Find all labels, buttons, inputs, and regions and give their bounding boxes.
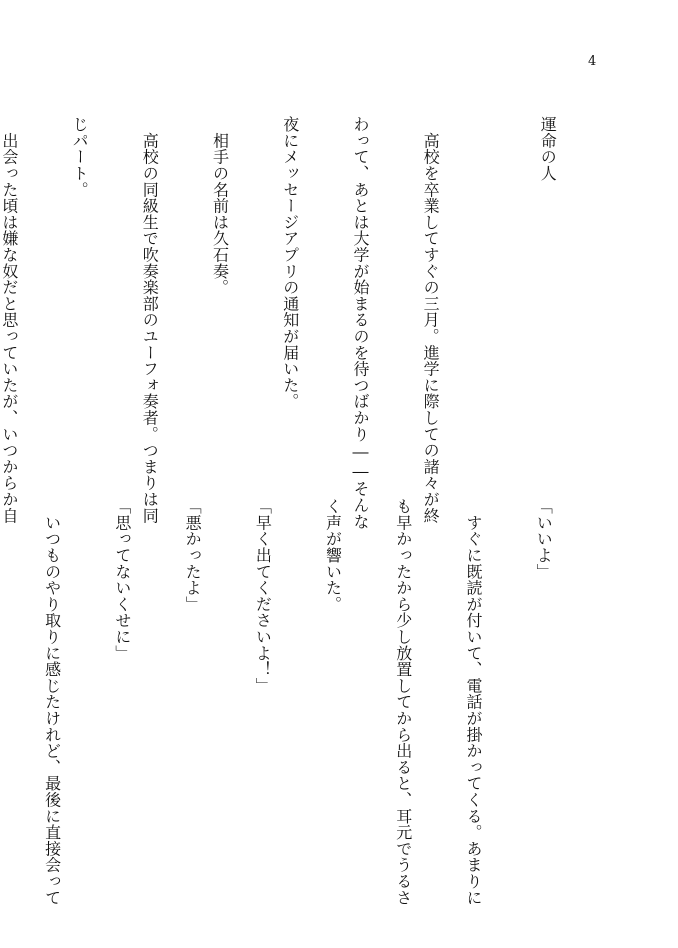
text-line: 出会った頃は嫌な奴だと思っていたが、いつからか自: [0, 116, 19, 524]
text-line: 高校を卒業してすぐの三月。進学に際しての諸々が終: [421, 116, 441, 524]
lower-text-column: [42, 498, 602, 906]
text-line: く声が響いた。: [323, 498, 343, 613]
text-line: 相手の名前は久石奏。: [210, 116, 230, 296]
text-line: 高校の同級生で吹奏楽部のユーフォ奏者。つまりは同: [140, 116, 160, 524]
text-line: も早かったから少し放置してから出ると、耳元でうるさ: [393, 498, 413, 906]
text-line: 「いいよ」: [534, 498, 554, 580]
upper-text-column: [0, 116, 606, 530]
text-line: いつものやり取りに感じたけれど、最後に直接会って: [42, 498, 62, 906]
page-number: 4: [588, 54, 597, 69]
chapter-title: 運命の人: [538, 116, 558, 182]
text-line: 「早く出てくださいよ！」: [253, 498, 273, 694]
text-line: すぐに既読が付いて、電話が掛かってくる。あまりに: [463, 498, 483, 906]
text-line: わって、あとは大学が始まるのを待つばかり――そんな: [350, 116, 370, 530]
text-line: 夜にメッセージアプリの通知が届いた。: [280, 116, 300, 410]
text-line: 「悪かったよ」: [183, 498, 203, 613]
text-line: 「思ってないくせに」: [112, 498, 132, 661]
text-line: じパート。: [70, 116, 90, 198]
